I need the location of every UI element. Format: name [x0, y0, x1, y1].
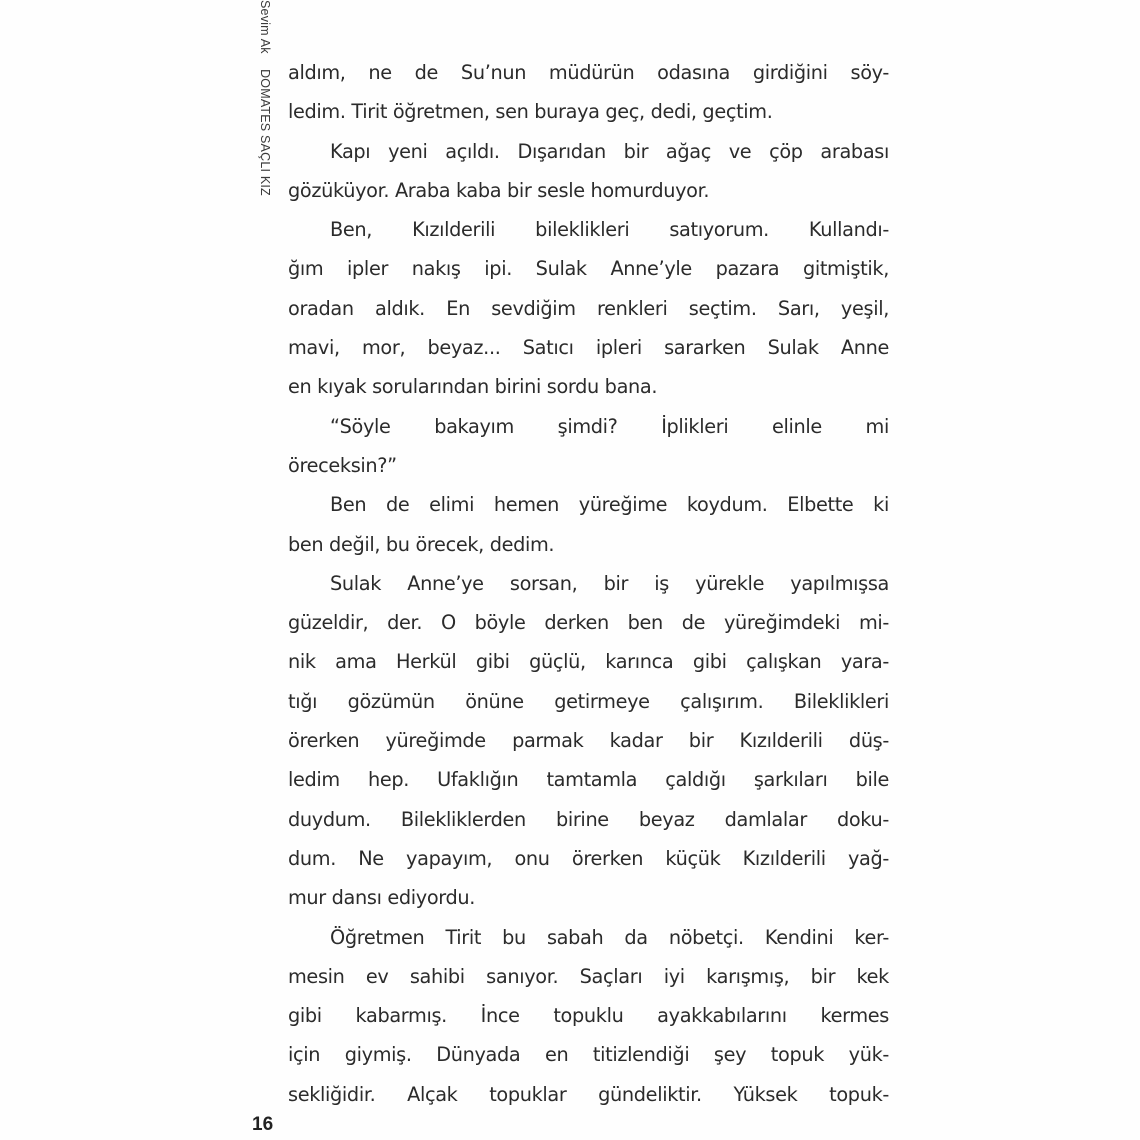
- text-line: duydum. Bilekliklerden birine beyaz damlalar doku-: [288, 807, 889, 831]
- text-line: dum. Ne yapayım, onu örerken küçük Kızılderili yağ-: [288, 846, 889, 870]
- text-line: gözüküyor. Araba kaba bir sesle homurduyor.: [288, 178, 710, 202]
- text-line: için giymiş. Dünyada en titizlendiği şey topuk yük-: [288, 1043, 889, 1067]
- text-line: güzeldir, der. O böyle derken ben de yüreğimdeki mi-: [288, 611, 889, 635]
- text-line: mur dansı ediyordu.: [288, 886, 476, 910]
- page-number: 16: [252, 1114, 274, 1135]
- text-line: mesin ev sahibi sanıyor. Saçları iyi karışmış, bir kek: [288, 964, 889, 988]
- text-line: Öğretmen Tirit bu sabah da nöbetçi. Kendini ker-: [330, 925, 889, 949]
- text-line: Ben, Kızılderili bileklikleri satıyorum. Kullandı-: [330, 218, 889, 242]
- running-header: [248, 0, 272, 270]
- text-line: Ben de elimi hemen yüreğime koydum. Elbette ki: [330, 493, 889, 517]
- running-header-author: Sevim Ak: [258, 0, 272, 54]
- text-line: ledim hep. Ufaklığın tamtamla çaldığı şarkıları bile: [288, 768, 889, 792]
- text-line: ben değil, bu örecek, dedim.: [288, 532, 555, 556]
- text-line: gibi kabarmış. İnce topuklu ayakkabılarını kermes: [288, 1004, 889, 1028]
- text-line: “Söyle bakayım şimdi? İplikleri elinle mi: [330, 414, 889, 438]
- text-line: oradan aldık. En sevdiğim renkleri seçtim. Sarı, yeşil,: [288, 296, 889, 320]
- text-line: ledim. Tirit öğretmen, sen buraya geç, dedi, geçtim.: [288, 100, 773, 124]
- text-line: en kıyak sorularından birini sordu bana.: [288, 375, 658, 399]
- text-line: mavi, mor, beyaz... Satıcı ipleri sararken Sulak Anne: [288, 336, 889, 360]
- text-line: ğım ipler nakış ipi. Sulak Anne’yle pazara gitmiştik,: [288, 257, 889, 281]
- text-line: aldım, ne de Su’nun müdürün odasına girdiğini söy-: [288, 61, 889, 84]
- text-line: nik ama Herkül gibi güçlü, karınca gibi çalışkan yara-: [288, 650, 889, 674]
- text-line: tığı gözümün önüne getirmeye çalışırım. Bileklikleri: [288, 689, 889, 713]
- running-header-title: DOMATES SAÇLI KIZ: [258, 69, 272, 196]
- text-line: Sulak Anne’ye sorsan, bir iş yürekle yapılmışsa: [330, 571, 889, 595]
- text-line: öreceksin?”: [288, 453, 397, 477]
- text-line: Kapı yeni açıldı. Dışarıdan bir ağaç ve çöp arabası: [330, 139, 889, 163]
- body-text: [288, 53, 889, 1114]
- text-line: sekliğidir. Alçak topuklar gündeliktir. Yüksek topuk-: [288, 1082, 889, 1106]
- text-line: örerken yüreğimde parmak kadar bir Kızılderili düş-: [288, 729, 889, 753]
